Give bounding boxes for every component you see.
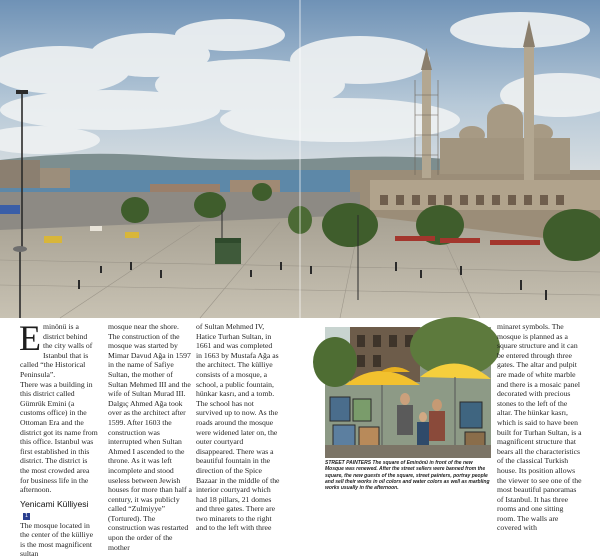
body-text: minaret symbols. The mosque is planned as a square structure and it can be entered through three gates. The altar and pulpit are made of white marble and there is a mosaic panel decorated with precious stones to the left of the altar. The hünkar kasrı, which is said to have been built for Turhan Sultan, is a magnificent structure that bears all the characteristics of the classical Turkish house. Its position allows the viewer to see one of the most beautiful panoramas of Istanbul. It has three rooms and one sitting room. The walls are covered with [497, 322, 582, 533]
section-heading [20, 499, 98, 521]
drop-cap: E [19, 318, 41, 358]
intro-paragraph [19, 318, 98, 380]
section-heading-text: Yenicami Külliyesi [20, 498, 89, 509]
text-column-4 [497, 322, 583, 533]
body-text: mosque near the shore. The construction of the mosque was started by Mimar Davud Ağa in 1597 in the name of Safiye Sultan, the mother of Sultan Mehmed III and the wife of Sultan Murad III. Dalgıç Ahmed Ağa took over as the architect after 1599. After 1603 the construction was interrupted when Sultan Ahmed I ascended to the throne. As it was left incomplete and stood useless between Jewish houses for more than half a century, it was publicly called “Zulmiyye” (Tortured). The construction was restarted upon the order of the mother [108, 322, 192, 552]
body-paragraph-2: The mosque located in the center of the külliye is the most magnificent sultan [20, 520, 94, 559]
body-paragraph: There was a building in this district called Gümrük Emini (a customs office) in the Ottoman Era and the district got its name from this office. Istanbul was first established in this district. The district is the most crowded area for business life in the afternoon. [20, 379, 98, 495]
text-column-3 [196, 322, 280, 533]
text-column-2 [108, 322, 192, 552]
intro-text: minönü is a district behind the city walls of Istanbul that is called “the Historical Peninsula”. [20, 322, 93, 379]
section-number-badge: 1 [24, 512, 29, 519]
caption-text: The square of Eminönü in front of the new Mosque was renewed. After the street sellers were banned from the square, the new guests of the square, street painters, portray people and sell their works in oil colors and water colors as well as marbling works usually in the afternoon. [325, 460, 490, 492]
street-painters-photo [325, 327, 491, 458]
caption-lead: STREET PAINTERS [325, 460, 372, 466]
text-column-1 [19, 318, 98, 559]
body-text: of Sultan Mehmed IV, Hatice Turhan Sultan, in 1661 and was completed in 1663 by Mustafa Ağa as the architect. The külliye consists of a mosque, a school, a public fountain, hünkar kasrı, and a tomb. The school has not survived up to now. As the roads around the mosque were widened later on, the outer courtyard disappeared. There was a beautiful fountain in the direction of the Spice Bazaar in the middle of the interior courtyard which had 18 pillars, 21 domes and three gates. There are two minarets to the right and to the left with three [196, 322, 280, 533]
kiosk [215, 242, 241, 264]
page-gutter [299, 0, 301, 318]
photo-caption [325, 460, 492, 491]
